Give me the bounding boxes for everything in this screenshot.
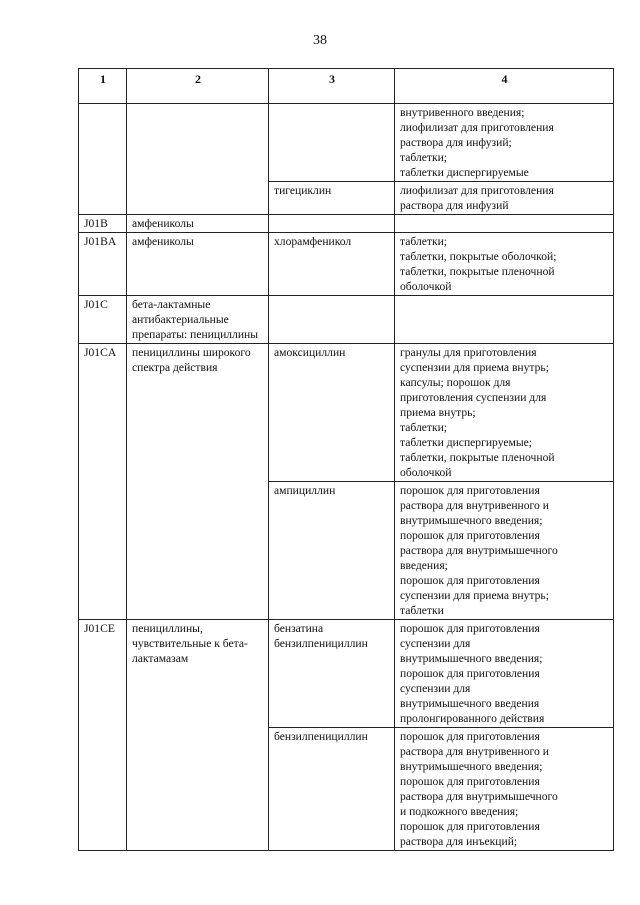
table-row (79, 104, 614, 182)
form-line: таблетки, покрытые пленочной (400, 451, 555, 464)
form-line: лиофилизат для приготовления (400, 121, 554, 134)
form-line: приготовления суспензии для (400, 391, 547, 404)
drug-cell: хлорамфеникол (269, 233, 395, 296)
group-cell (127, 104, 269, 215)
drug-cell: бензатина бензилпенициллин (269, 620, 395, 728)
table-row (79, 296, 614, 344)
table-row (79, 620, 614, 728)
form-line: внутривенного введения; (400, 106, 525, 119)
form-line: таблетки; (400, 421, 448, 434)
form-line: суспензии для (400, 637, 471, 650)
form-line: суспензии для (400, 682, 471, 695)
form-line: таблетки, покрытые оболочкой; (400, 250, 557, 263)
forms-cell (395, 296, 614, 344)
form-line: суспензии для приема внутрь; (400, 361, 549, 374)
drug-cell (269, 104, 395, 182)
table-row (79, 233, 614, 296)
form-line: раствора для внутримышечного (400, 544, 558, 557)
drug-cell: бензилпенициллин (269, 728, 395, 851)
form-line: приема внутрь; (400, 406, 476, 419)
drug-cell: тигециклин (269, 182, 395, 215)
form-line: порошок для приготовления (400, 622, 540, 635)
forms-cell (395, 728, 614, 851)
atc-code-cell: J01CE (79, 620, 127, 851)
forms-cell (395, 182, 614, 215)
form-line: и подкожного введения; (400, 805, 519, 818)
form-line: раствора для инфузий; (400, 136, 512, 149)
page-number: 38 (313, 33, 327, 48)
form-line: порошок для приготовления (400, 775, 540, 788)
form-line: оболочкой (400, 280, 452, 293)
header-row (79, 69, 614, 104)
header-col-2: 2 (127, 69, 269, 104)
drug-table (78, 68, 614, 851)
group-cell: пенициллины, чувствительные к бета-лактамазам (127, 620, 269, 851)
forms-cell (395, 482, 614, 620)
form-line: таблетки (400, 604, 444, 617)
atc-code-cell (79, 104, 127, 215)
form-line: оболочкой (400, 466, 452, 479)
form-line: раствора для внутривенного и (400, 499, 549, 512)
form-line: таблетки; (400, 235, 448, 248)
form-line: пролонгированного действия (400, 712, 545, 725)
drug-cell (269, 296, 395, 344)
form-line: порошок для приготовления (400, 667, 540, 680)
group-cell: пенициллины широкого спектра действия (127, 344, 269, 620)
group-cell: амфениколы (127, 215, 269, 233)
drug-cell: амоксициллин (269, 344, 395, 482)
form-line: введения; (400, 559, 448, 572)
forms-cell (395, 344, 614, 482)
form-line: внутримышечного введения; (400, 652, 543, 665)
form-line: таблетки диспергируемые (400, 166, 529, 179)
drug-cell (269, 215, 395, 233)
header-col-3: 3 (269, 69, 395, 104)
drug-cell: ампициллин (269, 482, 395, 620)
atc-code-cell: J01CA (79, 344, 127, 620)
form-line: раствора для инъекций; (400, 835, 518, 848)
form-line: порошок для приготовления (400, 730, 540, 743)
forms-cell (395, 215, 614, 233)
form-line: внутримышечного введения; (400, 760, 543, 773)
forms-cell (395, 233, 614, 296)
form-line: раствора для внутривенного и (400, 745, 549, 758)
table-row (79, 344, 614, 482)
form-line: порошок для приготовления (400, 529, 540, 542)
header-col-4: 4 (395, 69, 614, 104)
atc-code-cell: J01C (79, 296, 127, 344)
atc-code-cell: J01BA (79, 233, 127, 296)
form-line: гранулы для приготовления (400, 346, 537, 359)
form-line: раствора для внутримышечного (400, 790, 558, 803)
form-line: таблетки, покрытые пленочной (400, 265, 555, 278)
group-cell: амфениколы (127, 233, 269, 296)
group-cell: бета-лактамные антибактериальные препараты: пенициллины (127, 296, 269, 344)
form-line: порошок для приготовления (400, 484, 540, 497)
atc-code-cell: J01B (79, 215, 127, 233)
form-line: внутримышечного введения; (400, 514, 543, 527)
form-line: внутримышечного введения (400, 697, 540, 710)
form-line: таблетки диспергируемые; (400, 436, 532, 449)
form-line: порошок для приготовления (400, 574, 540, 587)
form-line: порошок для приготовления (400, 820, 540, 833)
header-col-1: 1 (79, 69, 127, 104)
form-line: суспензии для приема внутрь; (400, 589, 549, 602)
form-line: капсулы; порошок для (400, 376, 511, 389)
forms-cell (395, 104, 614, 182)
forms-cell (395, 620, 614, 728)
form-line: таблетки; (400, 151, 448, 164)
table-row (79, 215, 614, 233)
form-line: раствора для инфузий (400, 199, 509, 212)
form-line: лиофилизат для приготовления (400, 184, 554, 197)
